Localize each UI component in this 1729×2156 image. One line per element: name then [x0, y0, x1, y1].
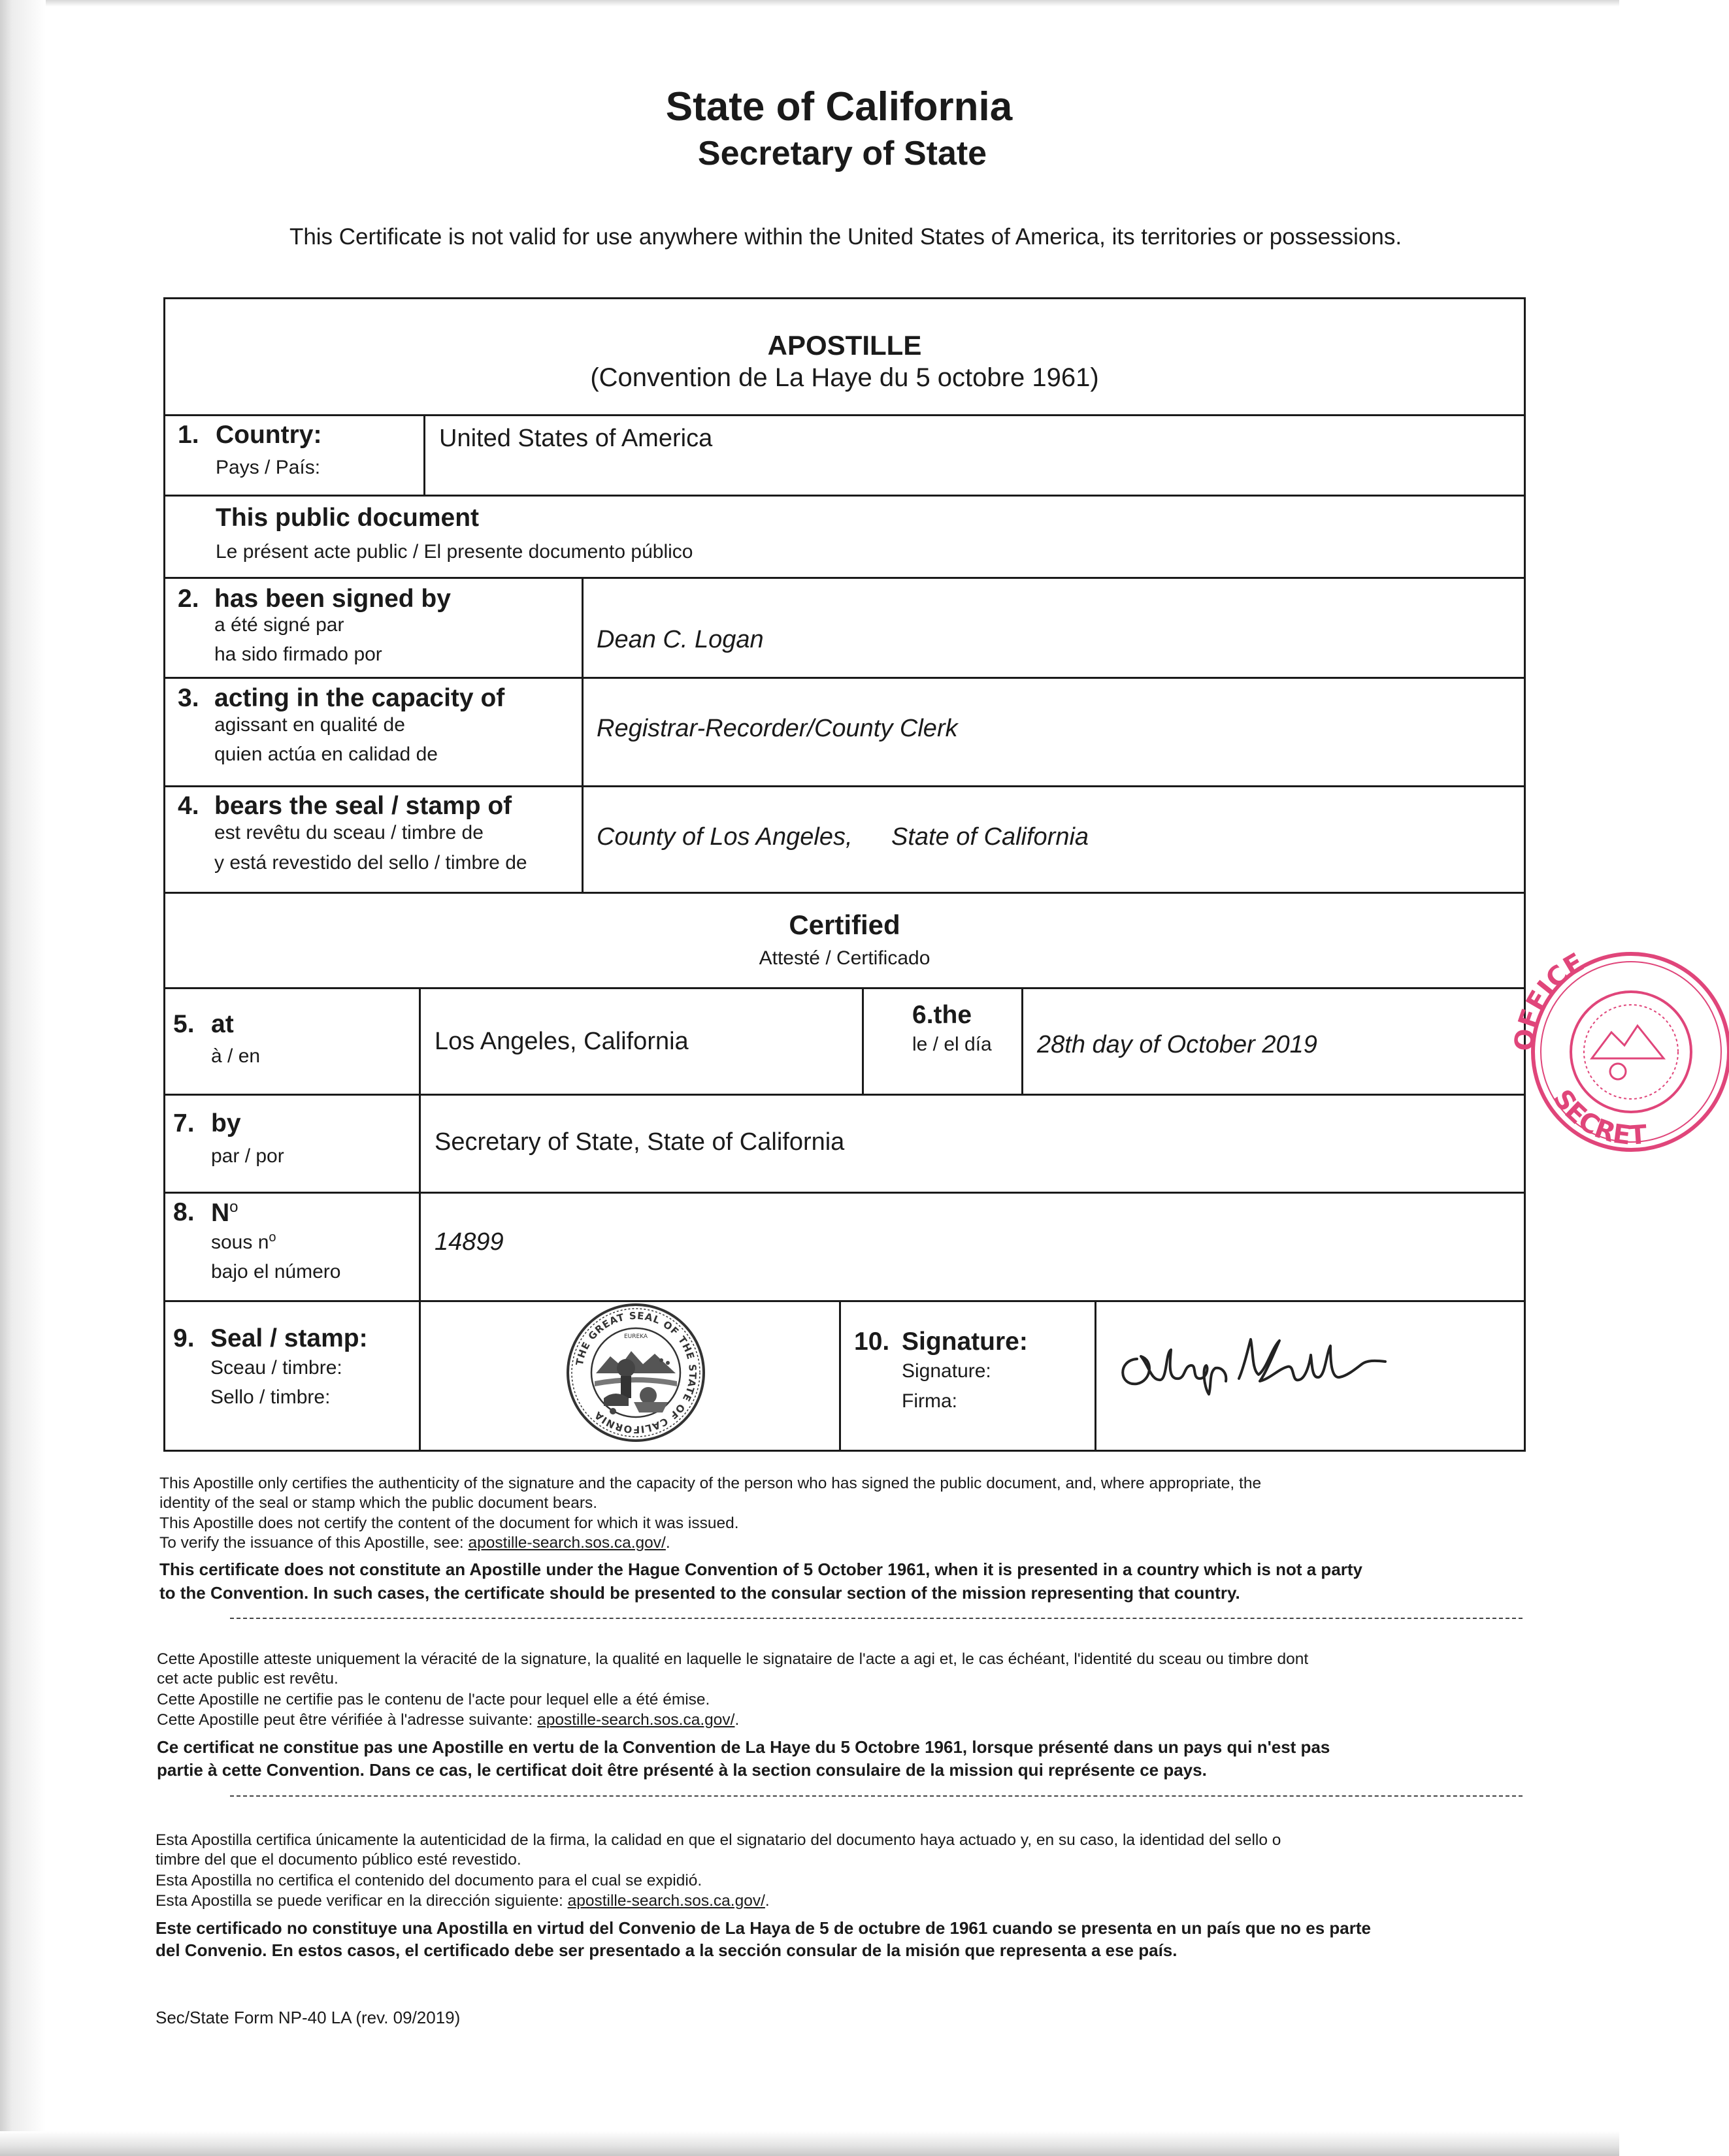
field-label: has been signed by — [214, 585, 451, 613]
field-number: 2. — [178, 585, 199, 613]
footer-line: This Apostille only certifies the authenticity of the signature and the capacity of the person who has signed the public document, and, where appropriate, the — [159, 1475, 1262, 1492]
field-label: Country: — [216, 421, 322, 449]
field-sublabel: Le présent acte public / El presente documento público — [216, 541, 693, 563]
footer-line: Esta Apostilla no certifica el contenido del documento para el cual se expidió. — [156, 1872, 702, 1889]
field-sublabel: le / el día — [912, 1034, 992, 1055]
field-sublabel-es: Sello / timbre: — [210, 1386, 331, 1408]
secretary-office-stamp — [1513, 915, 1648, 1163]
footer-line: timbre del que el documento público esté revestido. — [156, 1851, 521, 1869]
field-sublabel-es: y está revestido del sello / timbre de — [214, 852, 527, 874]
field-number: 10. — [854, 1328, 890, 1356]
field-sublabel-fr: sous $n^o$ — [211, 1230, 276, 1253]
field-number: 4. — [178, 792, 199, 820]
field-number: 7. — [173, 1109, 195, 1137]
footer-disclaimer: del Convenio. En estos casos, el certificado debe ser presentado a la sección consular de la misión que representa a ese país. — [156, 1940, 1177, 1960]
issuer-value: Secretary of State, State of California — [435, 1128, 845, 1156]
footer-disclaimer: This certificate does not constitute an Apostille under the Hague Convention of 5 October 1961, when it is presented in a country which is not a party — [159, 1560, 1363, 1579]
footer-disclaimer: to the Convention. In such cases, the certificate should be presented to the consular section of the mission representing that country. — [159, 1583, 1240, 1603]
field-sublabel: par / por — [211, 1145, 284, 1167]
field-sublabel-fr: est revêtu du sceau / timbre de — [214, 822, 484, 843]
field-label: by — [211, 1109, 241, 1137]
verification-link[interactable]: apostille-search.sos.ca.gov/ — [537, 1711, 735, 1729]
great-seal-of-california — [563, 1300, 708, 1445]
scan-edge-top — [0, 0, 1619, 7]
svg-text:SECRET — [1547, 1085, 1648, 1151]
footer-line: Esta Apostilla se puede verificar en la dirección siguiente: apostille-search.sos.ca.gov/. — [156, 1892, 770, 1910]
svg-text:OFFICE — [1513, 947, 1589, 1053]
capacity-value: Registrar-Recorder/County Clerk — [597, 715, 958, 742]
field-label: bears the seal / stamp of — [214, 792, 512, 820]
footer-line: To verify the issuance of this Apostille, see: apostille-search.sos.ca.gov/. — [159, 1534, 670, 1552]
field-label: acting in the capacity of — [214, 684, 505, 712]
footer-disclaimer: Ce certificat ne constitue pas une Apostille en vertu de la Convention de La Haye du 5 Octobre 1961, lorsque présenté dans un pays qui n'est pas — [157, 1737, 1330, 1757]
footer-line: Cette Apostille peut être vérifiée à l'adresse suivante: apostille-search.sos.ca.gov/. — [157, 1711, 740, 1729]
field-sublabel-fr: a été signé par — [214, 614, 344, 636]
stamp-text-bottom: SECRET — [1547, 1084, 1648, 1151]
seal-ring-text: THE GREAT SEAL OF THE STATE OF CALIFORNIA — [573, 1309, 699, 1436]
footer-line: identity of the seal or stamp which the public document bears. — [159, 1494, 598, 1512]
signer-value: Dean C. Logan — [597, 626, 764, 653]
apostille-title: APOSTILLE — [767, 330, 922, 361]
apostille-convention: (Convention de La Haye du 5 octobre 1961) — [590, 363, 1099, 392]
field-sublabel-fr: Signature: — [902, 1360, 991, 1382]
footer-line: Cette Apostille ne certifie pas le contenu de l'acte pour lequel elle a été émise. — [157, 1691, 710, 1708]
verification-link[interactable]: apostille-search.sos.ca.gov/ — [468, 1534, 666, 1552]
document-title: State of California — [665, 84, 1013, 129]
field-sublabel-fr: agissant en qualité de — [214, 714, 405, 736]
footer-line: Cette Apostille atteste uniquement la véracité de la signature, la qualité en laquelle le signataire de l'acte a agi et, le cas échéant, l'identité du sceau ou timbre dont — [157, 1650, 1309, 1668]
scan-edge-bottom — [0, 2131, 1619, 2156]
seal-state-value: State of California — [891, 823, 1089, 851]
field-number: 5. — [173, 1010, 195, 1038]
field-number-index: 8. — [173, 1198, 195, 1226]
country-value: United States of America — [439, 425, 713, 452]
footer-line: This Apostille does not certify the content of the document for which it was issued. — [159, 1514, 739, 1532]
footer-divider — [230, 1795, 1523, 1797]
field-label: 6.the — [912, 1001, 972, 1029]
footer-line: cet acte public est revêtu. — [157, 1670, 338, 1688]
seal-county-value: County of Los Angeles, — [597, 823, 853, 851]
field-sublabel-es: bajo el número — [211, 1261, 341, 1282]
field-sublabel-fr: Sceau / timbre: — [210, 1357, 342, 1379]
scan-edge-left — [0, 0, 46, 2156]
form-identifier: Sec/State Form NP-40 LA (rev. 09/2019) — [156, 2008, 461, 2027]
footer-disclaimer: partie à cette Convention. Dans ce cas, le certificat doit être présenté à la section consulaire de la mission qui représente ce pays. — [157, 1760, 1207, 1780]
field-label: Signature: — [902, 1328, 1028, 1356]
field-label: Seal / stamp: — [210, 1324, 368, 1352]
handwritten-signature — [1111, 1326, 1398, 1398]
stamp-text-top: FFICE — [1513, 947, 1589, 1032]
certified-label: Certified — [789, 909, 900, 940]
field-number: 3. — [178, 684, 199, 712]
footer-divider — [230, 1618, 1523, 1619]
field-number: 1. — [178, 421, 199, 449]
validity-notice: This Certificate is not valid for use anywhere within the United States of America, its territories or possessions. — [289, 224, 1402, 250]
date-value: 28th day of October 2019 — [1037, 1031, 1317, 1058]
certified-sublabel: Attesté / Certificado — [759, 947, 930, 969]
field-label: This public document — [216, 504, 480, 532]
field-number: 9. — [173, 1324, 195, 1352]
certificate-number-value: 14899 — [435, 1228, 504, 1256]
location-value: Los Angeles, California — [435, 1028, 689, 1055]
field-sublabel: à / en — [211, 1045, 261, 1067]
seal-motto: EUREKA — [623, 1333, 648, 1340]
verification-link[interactable]: apostille-search.sos.ca.gov/ — [567, 1892, 765, 1910]
footer-line: Esta Apostilla certifica únicamente la autenticidad de la firma, la calidad en que el signatario del documento haya actuado y, en su caso, la identidad del sello o — [156, 1831, 1281, 1849]
field-label: $N^o$ — [211, 1198, 239, 1227]
field-sublabel-es: ha sido firmado por — [214, 644, 382, 665]
field-label: at — [211, 1010, 234, 1038]
field-sublabel: Pays / País: — [216, 457, 321, 478]
field-sublabel-es: Firma: — [902, 1390, 957, 1412]
footer-disclaimer: Este certificado no constituye una Apostilla en virtud del Convenio de La Haya de 5 de octubre de 1961 cuando se presenta en un país que no es parte — [156, 1918, 1371, 1938]
field-sublabel-es: quien actúa en calidad de — [214, 743, 438, 765]
document-subtitle: Secretary of State — [697, 135, 987, 172]
